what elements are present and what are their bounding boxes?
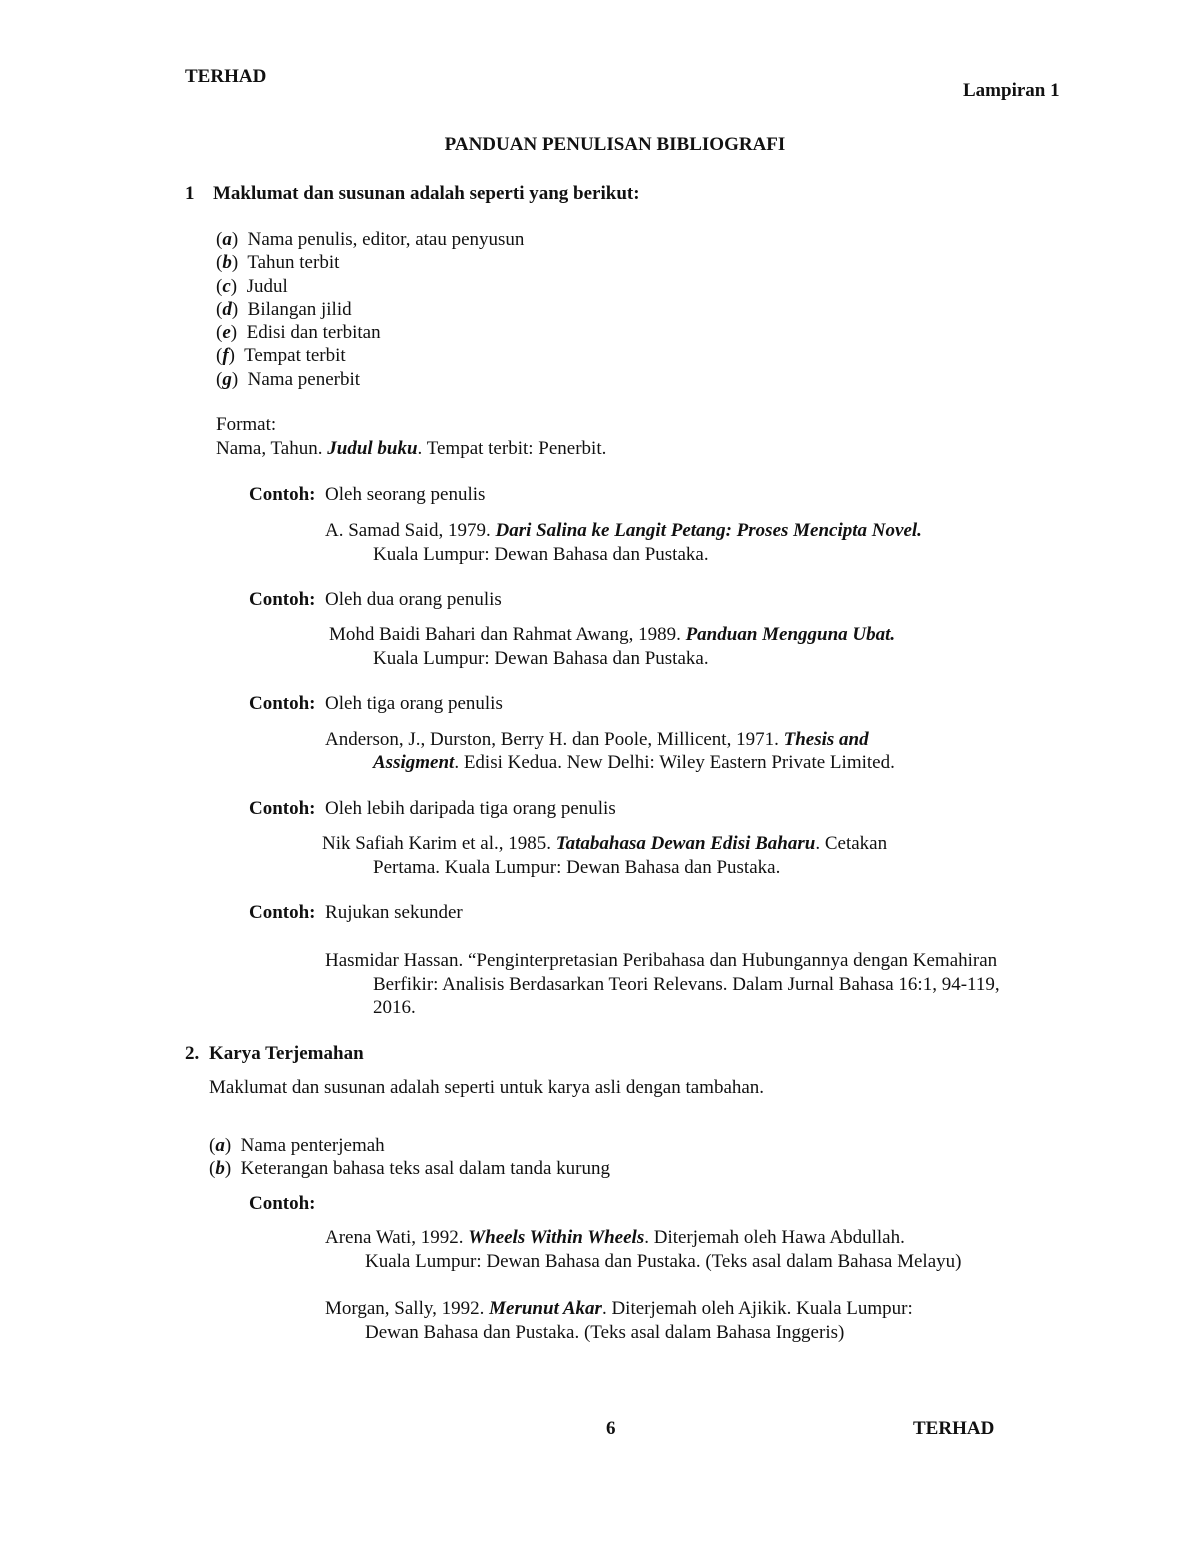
list-item: (b) Tahun terbit	[216, 252, 340, 274]
section-2-heading: Karya Terjemahan	[209, 1043, 364, 1064]
reference-line: Assigment. Edisi Kedua. New Delhi: Wiley Eastern Private Limited.	[373, 752, 895, 773]
section-2-number: 2.	[185, 1043, 200, 1064]
appendix-label: Lampiran 1	[963, 80, 1060, 101]
list-item: (a) Nama penulis, editor, atau penyusun	[216, 229, 525, 250]
restriction-mark-bottom: TERHAD	[913, 1418, 995, 1439]
reference-line: Nik Safiah Karim et al., 1985. Tatabahasa Dewan Edisi Baharu. Cetakan	[322, 833, 888, 854]
reference-line: Berfikir: Analisis Berdasarkan Teori Relevans. Dalam Jurnal Bahasa 16:1, 94-119,	[373, 974, 1000, 995]
example-heading: Contoh: Oleh seorang penulis	[249, 484, 486, 505]
reference-line: Anderson, J., Durston, Berry H. dan Poole, Millicent, 1971. Thesis and	[325, 729, 869, 750]
page-number: 6	[606, 1418, 616, 1439]
list-item: (g) Nama penerbit	[216, 368, 361, 390]
reference-line: Kuala Lumpur: Dewan Bahasa dan Pustaka.	[373, 544, 709, 565]
section-2-intro: Maklumat dan susunan adalah seperti untuk karya asli dengan tambahan.	[209, 1077, 765, 1098]
restriction-mark-top: TERHAD	[185, 66, 267, 87]
reference-line: A. Samad Said, 1979. Dari Salina ke Langit Petang: Proses Mencipta Novel.	[325, 520, 922, 541]
reference-line: Mohd Baidi Bahari dan Rahmat Awang, 1989. Panduan Mengguna Ubat.	[329, 624, 896, 645]
reference-line: Pertama. Kuala Lumpur: Dewan Bahasa dan Pustaka.	[373, 857, 781, 878]
example-heading: Contoh: Rujukan sekunder	[249, 902, 463, 923]
section-1-number: 1	[185, 183, 195, 204]
list-item: (f) Tempat terbit	[216, 345, 346, 367]
reference-line: Hasmidar Hassan. “Penginterpretasian Peribahasa dan Hubungannya dengan Kemahiran	[325, 950, 998, 971]
list-item: (a) Nama penterjemah	[209, 1135, 385, 1156]
example-heading: Contoh: Oleh tiga orang penulis	[249, 693, 503, 714]
section-1-heading: Maklumat dan susunan adalah seperti yang berikut:	[213, 183, 640, 204]
list-item: (d) Bilangan jilid	[216, 298, 352, 320]
list-item: (c) Judul	[216, 275, 288, 297]
page-title: PANDUAN PENULISAN BIBLIOGRAFI	[444, 134, 786, 155]
reference-line: Kuala Lumpur: Dewan Bahasa dan Pustaka. (Teks asal dalam Bahasa Melayu)	[365, 1251, 962, 1272]
section-1-list	[216, 228, 524, 391]
list-item: (b) Keterangan bahasa teks asal dalam tanda kurung	[209, 1158, 610, 1180]
format-label: Format:	[216, 414, 277, 435]
section-2-list	[209, 1134, 610, 1181]
example-heading: Contoh: Oleh dua orang penulis	[249, 589, 502, 610]
format-line: Nama, Tahun. Judul buku. Tempat terbit: Penerbit.	[216, 438, 607, 459]
example-heading: Contoh: Oleh lebih daripada tiga orang penulis	[249, 798, 616, 819]
reference-line: 2016.	[373, 997, 416, 1018]
reference-line: Dewan Bahasa dan Pustaka. (Teks asal dalam Bahasa Inggeris)	[365, 1322, 845, 1343]
reference-line: Morgan, Sally, 1992. Merunut Akar. Diterjemah oleh Ajikik. Kuala Lumpur:	[325, 1298, 913, 1319]
reference-line: Arena Wati, 1992. Wheels Within Wheels. Diterjemah oleh Hawa Abdullah.	[325, 1227, 905, 1248]
example-heading: Contoh:	[249, 1193, 316, 1214]
reference-line: Kuala Lumpur: Dewan Bahasa dan Pustaka.	[373, 648, 709, 669]
list-item: (e) Edisi dan terbitan	[216, 322, 381, 344]
